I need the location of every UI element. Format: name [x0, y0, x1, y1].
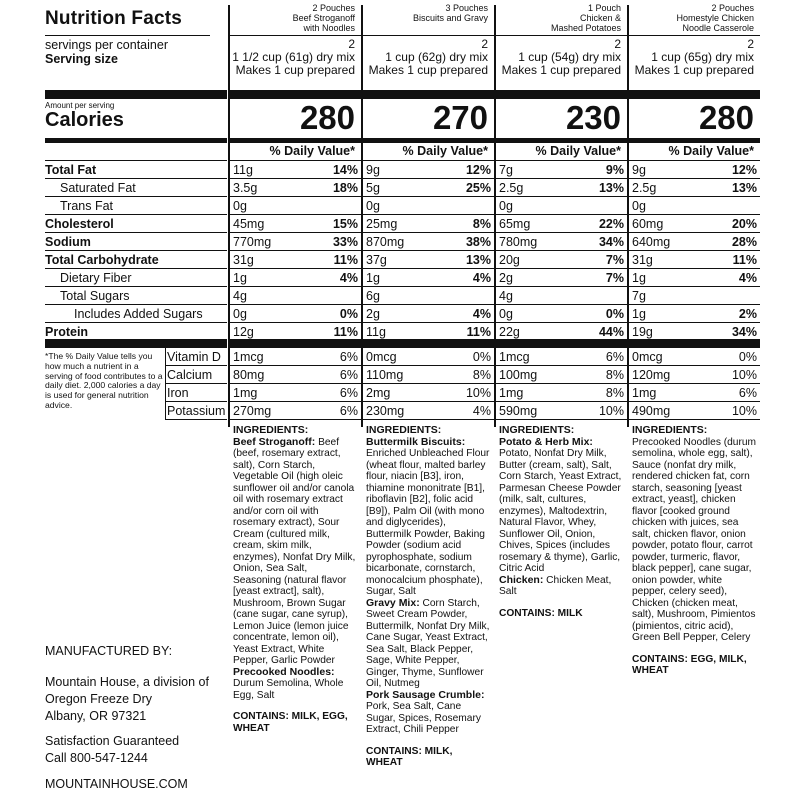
nutrient-cell: [230, 287, 361, 305]
row-rule: [496, 419, 627, 420]
nutrient-amount: 2g: [499, 271, 513, 285]
product-pouches: 2 Pouches: [312, 3, 355, 13]
vitamin-cell: [230, 402, 361, 420]
nutrient-cell: [363, 179, 494, 197]
vitamin-percent: 6%: [339, 368, 358, 382]
nutrient-label: Total Carbohydrate: [45, 253, 159, 267]
daily-value-header: % Daily Value*: [402, 144, 488, 158]
nutrient-percent: 7%: [605, 253, 624, 267]
vitamin-percent: 8%: [605, 368, 624, 382]
daily-value-header: % Daily Value*: [668, 144, 754, 158]
nutrient-amount: 780mg: [499, 235, 538, 249]
nutrient-amount: 1g: [233, 271, 247, 285]
ingredient-component-text: Enriched Unbleached Flour (wheat flour, malted barley flour, niacin [B3], iron, thiamine mononitrate [B1], riboflavin [B2], folic acid [B9]), Palm Oil (with mono and diglycerides), Buttermilk Powder, Baking Powder (sodium acid pyrophosphate, sodium bicarbonate, cornstarch, monocalcium phosphate), Sugar, Salt: [366, 448, 490, 597]
nutrient-label: Dietary Fiber: [60, 271, 132, 285]
thick-rule: [230, 90, 361, 99]
vitamin-amount: 270mg: [233, 404, 272, 418]
nutrient-amount: 7g: [499, 163, 513, 177]
nutrient-amount: 0g: [366, 199, 380, 213]
row-rule: [45, 340, 227, 341]
vitamin-cell: [629, 402, 760, 420]
allergen-contains: CONTAINS: MILK, EGG, WHEAT: [233, 711, 348, 734]
nutrient-amount: 12g: [233, 325, 254, 339]
nutrient-percent: 12%: [465, 163, 491, 177]
nutrient-percent: 22%: [598, 217, 624, 231]
vitamin-label: Iron: [167, 386, 189, 400]
calories-value: 280: [299, 99, 355, 136]
ingredients-header: INGREDIENTS:: [366, 424, 442, 436]
nutrient-label: Trans Fat: [60, 199, 114, 213]
vitamin-cell: [629, 366, 760, 384]
nutrient-cell: [496, 323, 627, 341]
nutrient-cell: [496, 215, 627, 233]
vitamin-cell: [363, 402, 494, 420]
calories-value: 270: [432, 99, 488, 136]
nutrient-amount: 31g: [632, 253, 653, 267]
serving-size-label: Serving size: [45, 52, 118, 66]
nutrient-cell: [230, 233, 361, 251]
vitamin-cell: [496, 402, 627, 420]
nutrient-cell: [629, 323, 760, 341]
vitamin-amount: 1mg: [632, 386, 657, 400]
allergen-contains: CONTAINS: MILK: [499, 607, 583, 619]
header-rule: [629, 35, 760, 36]
nutrient-cell: [629, 251, 760, 269]
vitamin-percent: 6%: [339, 386, 358, 400]
nutrient-amount: 3.5g: [233, 181, 258, 195]
ingredients-text: [499, 437, 624, 598]
nutrient-percent: 4%: [472, 271, 491, 285]
nutrient-amount: 31g: [233, 253, 254, 267]
row-rule: [230, 340, 361, 341]
nutrient-percent: 13%: [598, 181, 624, 195]
allergen-contains: CONTAINS: MILK, WHEAT: [366, 745, 453, 768]
vitamin-cell: [629, 348, 760, 366]
ingredient-component-text: Potato, Nonfat Dry Milk, Butter (cream, salt), Salt, Corn Starch, Yeast Extract, Parmesan Cheese Powder (milk, salt, cultures, enzymes), Maltodextrin, Natural Flavor, Whey, Sunflower Oil, Onion, Chives, Spices (includes rosemary & thyme), Garlic, Citric Acid: [499, 448, 622, 574]
nutrient-label: Total Fat: [45, 163, 97, 177]
vitamin-amount: 80mg: [233, 368, 265, 382]
vitamin-cell: [230, 384, 361, 402]
nutrient-cell: [363, 197, 494, 215]
daily-value-header: % Daily Value*: [535, 144, 621, 158]
vitamin-cell: [363, 366, 494, 384]
header-rule: [230, 35, 361, 36]
nutrient-percent: 13%: [731, 181, 757, 195]
vitamin-amount: 1mcg: [499, 350, 530, 364]
nutrient-cell: [230, 305, 361, 323]
nutrient-cell: [496, 233, 627, 251]
nutrient-cell: [629, 215, 760, 233]
product-name: Homestyle Chicken: [676, 13, 754, 23]
nutrient-amount: 9g: [366, 163, 380, 177]
nutrient-amount: 20g: [499, 253, 520, 267]
ingredient-component-text: Durum Semolina, Whole Egg, Salt: [233, 678, 344, 701]
nutrient-cell: [363, 251, 494, 269]
nutrient-cell: [230, 161, 361, 179]
amount-per-serving: Amount per serving: [45, 101, 115, 110]
vitamin-percent: 8%: [605, 386, 624, 400]
vitamin-amount: 230mg: [366, 404, 405, 418]
nutrient-percent: 11%: [333, 325, 358, 339]
nutrient-percent: 28%: [731, 235, 757, 249]
manufactured-by-label: MANUFACTURED BY:: [45, 644, 173, 658]
vitamin-cell: [363, 384, 494, 402]
ingredient-component-name: Gravy Mix:: [366, 596, 420, 609]
nutrient-cell: [363, 233, 494, 251]
vitamin-cell: [230, 348, 361, 366]
nutrient-percent: 20%: [731, 217, 757, 231]
vitamin-percent: 10%: [465, 386, 491, 400]
nutrient-percent: 13%: [465, 253, 491, 267]
nutrient-cell: [230, 179, 361, 197]
nutrient-amount: 19g: [632, 325, 653, 339]
nutrient-percent: 11%: [732, 253, 757, 267]
nutrient-amount: 22g: [499, 325, 520, 339]
vitamin-amount: 1mcg: [233, 350, 264, 364]
product-name: Beef Stroganoff: [292, 13, 355, 23]
nutrient-percent: 8%: [472, 217, 491, 231]
nutrient-label: Cholesterol: [45, 217, 114, 231]
product-name: Chicken &: [579, 13, 621, 23]
thick-rule: [496, 138, 627, 143]
nutrient-cell: [629, 197, 760, 215]
nutrient-amount: 7g: [632, 289, 646, 303]
ingredient-component-name: Beef Stroganoff:: [233, 435, 316, 448]
nutrient-percent: 18%: [332, 181, 358, 195]
nutrient-label: Total Sugars: [60, 289, 130, 303]
nutrient-amount: 60mg: [632, 217, 664, 231]
nutrient-cell: [629, 233, 760, 251]
vitamin-cell: [496, 348, 627, 366]
row-rule: [496, 340, 627, 341]
nutrient-amount: 65mg: [499, 217, 531, 231]
nutrient-percent: 15%: [332, 217, 358, 231]
nutrient-percent: 25%: [465, 181, 491, 195]
serving-size: 1 cup (54g) dry mix: [518, 50, 621, 64]
row-rule: [230, 419, 361, 420]
calories-value: 280: [698, 99, 754, 136]
vitamin-percent: 4%: [472, 404, 491, 418]
vitamin-amount: 100mg: [499, 368, 538, 382]
nutrient-percent: 34%: [731, 325, 757, 339]
nutrient-amount: 0g: [632, 199, 646, 213]
nutrient-cell: [496, 269, 627, 287]
nutrient-label: Saturated Fat: [60, 181, 136, 195]
ingredient-component-text: Chicken Meat, Salt: [499, 574, 612, 597]
product-name: Noodle Casserole: [682, 23, 754, 33]
ingredient-component-text: Precooked Noodles (durum semolina, whole egg, salt), Sauce (nonfat dry milk, rendered chicken fat, corn starch, seasoning [yeast extract, yeast], chicken flavor [cooked ground chicken with juices, sea salt, chicken flavor, onion powder, potato flour, carrot powder, turmeric, flavor, black pepper], cane sugar, onion powder, white pepper, celery seed), Chicken (chicken meat, salt), Mushroom, Pimientos (pimientos, citric acid), Green Bell Pepper, Celery: [632, 436, 757, 643]
vitamin-cell: [363, 348, 494, 366]
nutrient-label: Sodium: [45, 235, 91, 249]
phone-number: Call 800-547-1244: [45, 751, 148, 765]
row-rule: [165, 419, 227, 420]
nutrient-percent: 4%: [339, 271, 358, 285]
vitamin-amount: 2mg: [366, 386, 391, 400]
serving-size: 1 cup (62g) dry mix: [385, 50, 488, 64]
nutrient-percent: 38%: [465, 235, 491, 249]
nutrient-cell: [629, 269, 760, 287]
nutrient-cell: [230, 251, 361, 269]
header-rule: [496, 35, 627, 36]
nutrient-percent: 4%: [738, 271, 757, 285]
nutrient-percent: 4%: [472, 307, 491, 321]
serving-size: 1 1/2 cup (61g) dry mix: [232, 50, 355, 64]
vitamin-amount: 590mg: [499, 404, 538, 418]
nutrient-cell: [363, 215, 494, 233]
ingredient-component-name: Chicken:: [499, 573, 544, 586]
ingredient-component-text: Pork, Sea Salt, Cane Sugar, Spices, Rosemary Extract, Chili Pepper: [366, 701, 481, 735]
nutrient-percent: 44%: [598, 325, 624, 339]
vitamin-amount: 1mg: [233, 386, 258, 400]
ingredient-component-name: Pork Sausage Crumble:: [366, 688, 485, 701]
vitamin-cell: [629, 384, 760, 402]
row-rule: [363, 419, 494, 420]
nutrition-facts-title: Nutrition Facts: [45, 8, 183, 29]
ingredient-component-text: Corn Starch, Sweet Cream Powder, Buttermilk, Nonfat Dry Milk, Cane Sugar, Yeast Extract, Sea Salt, Black Pepper, Sage, White Pepper, Ginger, Thyme, Sunflower Oil, Nutmeg: [366, 597, 490, 689]
product-name: Mashed Potatoes: [550, 23, 621, 33]
vitamin-amount: 0mcg: [632, 350, 663, 364]
vitamin-percent: 6%: [738, 386, 757, 400]
vitamin-label: Vitamin D: [167, 350, 221, 364]
nutrient-cell: [629, 287, 760, 305]
ingredients-header: INGREDIENTS:: [233, 424, 309, 436]
nutrient-cell: [363, 287, 494, 305]
nutrient-cell: [496, 305, 627, 323]
vitamin-cell: [496, 384, 627, 402]
nutrient-cell: [363, 323, 494, 341]
nutrient-amount: 0g: [233, 199, 247, 213]
nutrient-cell: [496, 197, 627, 215]
nutrient-cell: [496, 251, 627, 269]
nutrient-cell: [496, 179, 627, 197]
nutrient-cell: [629, 179, 760, 197]
row-rule: [363, 340, 494, 341]
thick-rule: [496, 90, 627, 99]
nutrient-cell: [496, 287, 627, 305]
ingredients-header: INGREDIENTS:: [632, 424, 708, 436]
thick-rule: [230, 138, 361, 143]
ingredients-block: [632, 425, 757, 677]
nutrient-percent: 12%: [731, 163, 757, 177]
nutrient-amount: 1g: [632, 307, 646, 321]
prepared-size: Makes 1 cup prepared: [501, 63, 621, 77]
vitamin-percent: 0%: [472, 350, 491, 364]
vitamin-amount: 1mg: [499, 386, 524, 400]
servings-count: 2: [348, 37, 355, 51]
nutrient-amount: 2.5g: [632, 181, 657, 195]
nutrient-cell: [230, 269, 361, 287]
vitamin-percent: 0%: [738, 350, 757, 364]
nutrient-percent: 33%: [332, 235, 358, 249]
nutrient-amount: 11g: [233, 163, 253, 177]
vitamin-divider: [165, 348, 166, 420]
vitamin-percent: 8%: [472, 368, 491, 382]
ingredients-block: [366, 425, 491, 769]
ingredients-header: INGREDIENTS:: [499, 424, 575, 436]
nutrient-amount: 6g: [366, 289, 380, 303]
product-pouches: 2 Pouches: [711, 3, 754, 13]
manufacturer-line-3: Albany, OR 97321: [45, 709, 147, 723]
serving-size: 1 cup (65g) dry mix: [651, 50, 754, 64]
nutrient-amount: 770mg: [233, 235, 272, 249]
vitamin-percent: 6%: [339, 404, 358, 418]
nutrient-amount: 37g: [366, 253, 387, 267]
nutrient-amount: 1g: [366, 271, 380, 285]
calories-label: Calories: [45, 109, 124, 131]
nutrient-percent: 0%: [605, 307, 624, 321]
nutrient-cell: [496, 161, 627, 179]
ingredients-block: [233, 425, 358, 734]
calories-value: 230: [565, 99, 621, 136]
product-pouches: 3 Pouches: [445, 3, 488, 13]
prepared-size: Makes 1 cup prepared: [235, 63, 355, 77]
ingredient-component-name: Potato & Herb Mix:: [499, 435, 593, 448]
nutrient-amount: 1g: [632, 271, 646, 285]
daily-value-header: % Daily Value*: [269, 144, 355, 158]
nutrient-amount: 870mg: [366, 235, 405, 249]
vitamin-percent: 6%: [605, 350, 624, 364]
ingredients-text: [233, 437, 358, 702]
ingredient-component-name: Buttermilk Biscuits:: [366, 435, 466, 448]
servings-count: 2: [747, 37, 754, 51]
nutrient-percent: 14%: [332, 163, 358, 177]
vitamin-percent: 10%: [598, 404, 624, 418]
website: MOUNTAINHOUSE.COM: [45, 777, 188, 791]
nutrient-percent: 0%: [339, 307, 358, 321]
product-name: with Noodles: [303, 23, 355, 33]
thick-rule: [629, 138, 760, 143]
nutrient-amount: 0g: [499, 199, 513, 213]
nutrient-percent: 34%: [598, 235, 624, 249]
nutrient-amount: 0g: [233, 307, 247, 321]
servings-label: servings per container: [45, 38, 168, 52]
thick-rule: [363, 90, 494, 99]
vitamin-percent: 10%: [731, 404, 757, 418]
ingredient-component-name: Precooked Noodles:: [233, 665, 335, 678]
satisfaction-guarantee: Satisfaction Guaranteed: [45, 734, 180, 748]
vitamin-cell: [230, 366, 361, 384]
nutrient-percent: 7%: [605, 271, 624, 285]
nutrient-percent: 11%: [466, 325, 491, 339]
nutrient-cell: [230, 323, 361, 341]
header-rule: [363, 35, 494, 36]
prepared-size: Makes 1 cup prepared: [634, 63, 754, 77]
nutrient-amount: 45mg: [233, 217, 265, 231]
nutrient-percent: 9%: [605, 163, 624, 177]
nutrient-label: Protein: [45, 325, 89, 339]
ingredient-component-text: Beef (beef, rosemary extract, salt), Corn Starch, Vegetable Oil (high oleic sunflower oil and/or canola oil with rosemary extract and/or corn oil with rosemary extract), Sour Cream (cultured milk, cream, skim milk, enzymes), Nonfat Dry Milk, Onion, Sea Salt, Seasoning (natural flavor [yeast extract], salt), Mushroom, Brown Sugar (cane sugar, cane syrup), Lemon Juice (lemon juice concentrate, lemon oil), Yeast Extract, White Pepper, Garlic Powder: [233, 436, 356, 666]
nutrient-amount: 4g: [233, 289, 247, 303]
manufacturer-line-2: Oregon Freeze Dry: [45, 692, 152, 706]
vitamin-percent: 10%: [731, 368, 757, 382]
vitamin-amount: 110mg: [366, 368, 404, 382]
ingredients-block: [499, 425, 624, 619]
nutrient-label: Includes Added Sugars: [74, 307, 203, 321]
allergen-contains: CONTAINS: EGG, MILK, WHEAT: [632, 653, 747, 676]
prepared-size: Makes 1 cup prepared: [368, 63, 488, 77]
product-name: Biscuits and Gravy: [412, 13, 488, 23]
nutrient-cell: [629, 305, 760, 323]
nutrient-percent: 2%: [738, 307, 757, 321]
nutrient-cell: [363, 161, 494, 179]
vitamin-amount: 0mcg: [366, 350, 397, 364]
nutrient-cell: [363, 269, 494, 287]
vitamin-cell: [496, 366, 627, 384]
nutrient-cell: [230, 197, 361, 215]
nutrient-amount: 25mg: [366, 217, 398, 231]
daily-value-footnote: *The % Daily Value tells you how much a nutrient in a serving of food contributes to a daily diet. 2,000 calories a day is used for general nutrition advice.: [45, 351, 163, 410]
product-pouches: 1 Pouch: [587, 3, 621, 13]
vitamin-percent: 6%: [339, 350, 358, 364]
nutrient-amount: 11g: [366, 325, 386, 339]
row-rule: [629, 340, 760, 341]
vitamin-amount: 490mg: [632, 404, 671, 418]
nutrient-amount: 5g: [366, 181, 380, 195]
nutrient-percent: 11%: [333, 253, 358, 267]
nutrient-amount: 0g: [499, 307, 513, 321]
nutrient-amount: 640mg: [632, 235, 671, 249]
servings-count: 2: [481, 37, 488, 51]
vitamin-label: Calcium: [167, 368, 213, 382]
nutrient-cell: [230, 215, 361, 233]
row-rule: [629, 419, 760, 420]
manufacturer-line-1: Mountain House, a division of: [45, 675, 209, 689]
nutrient-amount: 9g: [632, 163, 646, 177]
vitamin-label: Potassium: [167, 404, 226, 418]
vitamin-amount: 120mg: [632, 368, 671, 382]
ingredients-text: [632, 437, 757, 644]
nutrient-cell: [363, 305, 494, 323]
ingredients-text: [366, 437, 491, 736]
nutrient-amount: 2g: [366, 307, 380, 321]
nutrient-cell: [629, 161, 760, 179]
nutrient-amount: 4g: [499, 289, 513, 303]
nutrient-amount: 2.5g: [499, 181, 524, 195]
servings-count: 2: [614, 37, 621, 51]
thick-rule: [363, 138, 494, 143]
thick-rule: [629, 90, 760, 99]
